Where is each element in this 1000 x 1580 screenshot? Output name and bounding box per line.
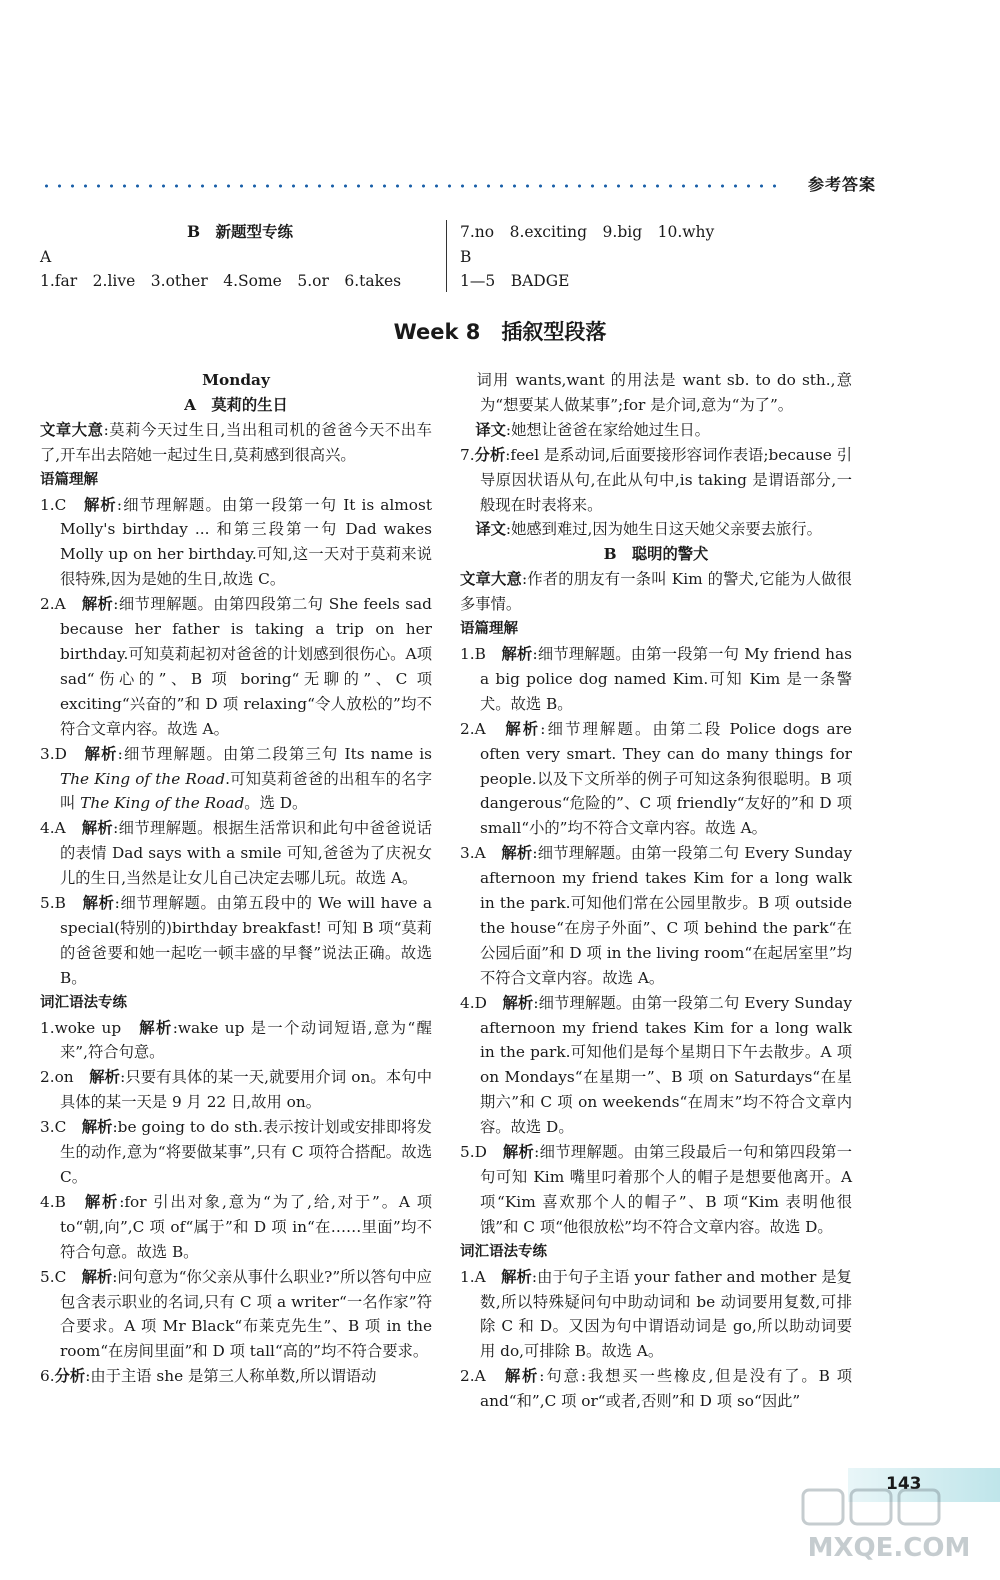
left-paragraph: 6.分析:由于主语 she 是第三人称单数,所以谓语动 xyxy=(40,1367,377,1386)
page-number: 143 xyxy=(886,1474,922,1494)
left-paragraph: 5.B 解析:细节理解题。由第五段中的 We will have a special(特别的)birthday breakfast! 可知 B 项“莫莉的爸爸要和她一起吃一顿丰盛的早餐”说法正确。故选 B。 xyxy=(40,894,433,987)
a-label: A xyxy=(40,247,52,266)
new-question-type-section xyxy=(40,220,440,294)
left-paragraph: 5.C 解析:问句意为“你父亲从事什么职业?”所以答句中应包含表示职业的名词,只有 C 项 a writer“一名作家”符合要求。A 项 Mr Black“布莱克先生”、B 项 in the room“在房间里面”和 D 项 tall“高的”均不符合要求。 xyxy=(40,1267,432,1361)
right-column xyxy=(460,368,852,1414)
left-paragraph: 4.A 解析:细节理解题。根据生活常识和此句中爸爸说话的表情 Dad says with a smile 可知,爸爸为了庆祝女儿的生日,当然是让女儿自己决定去哪儿玩。故选 A。 xyxy=(40,819,432,888)
left-paragraph: 文章大意:莫莉今天过生日,当出租司机的爸爸今天不出车了,开车出去陪她一起过生日,莫莉感到很高兴。 xyxy=(40,420,432,464)
left-column xyxy=(40,368,432,1389)
right-paragraph: 3.A 解析:细节理解题。由第一段第二句 Every Sunday afternoon my friend takes Kim for a long walk in the park.可知他们常在公园里散步。B 项 outside the house“在房子外面”、C 项 behind the park“在公园后面”和 D 项 in the living room“在起居室里”均不符合文章内容。故选 A。 xyxy=(460,844,852,987)
header-dotted-rule xyxy=(40,184,780,188)
right-paragraph: 4.D 解析:细节理解题。由第一段第二句 Every Sunday afternoon my friend takes Kim for a long walk in the park.可知他们是每个星期日下午去散步。A 项 on Mondays“在星期一”、B 项 on Saturdays“在星期六”和 C 项 on weekends“在周末”均不符合文章内容。故选 D。 xyxy=(460,993,852,1137)
left-paragraph: 词汇语法专练 xyxy=(40,994,127,1011)
right-paragraph: 1.A 解析:由于句子主语 your father and mother 是复数,所以特殊疑问句中助动词和 be 动词要用复数,可排除 C 和 D。又因为句中谓语动词是 go,所以助动词要用 do,可排除 B。故选 A。 xyxy=(460,1267,852,1361)
column-divider xyxy=(446,220,447,292)
right-paragraph: B 聪明的警犬 xyxy=(603,545,709,564)
new-question-type-continued xyxy=(460,220,780,294)
answers-7-10: 7.no 8.exciting 9.big 10.why xyxy=(460,223,715,241)
svg-text:MXQE.COM: MXQE.COM xyxy=(807,1533,971,1563)
right-paragraph: 词用 wants,want 的用法是 want sb. to do sth.,意为“想要某人做某事”;for 是介词,意为“为了”。 xyxy=(460,371,852,414)
left-paragraph: 3.D 解析:细节理解题。由第二段第三句 Its name is The King of the Road.可知莫莉爸爸的出租车的名字叫 The King of the Road。选 D。 xyxy=(40,744,432,813)
right-paragraph: 译文:她想让爸爸在家给她过生日。 xyxy=(475,420,710,439)
left-paragraph: 1.woke up 解析:wake up 是一个动词短语,意为“醒来”,符合句意。 xyxy=(40,1018,432,1062)
a-answers: 1.far 2.live 3.other 4.Some 5.or 6.takes xyxy=(40,272,402,290)
left-paragraph: 4.B 解析:for 引出对象,意为“为了,给,对于”。A 项 to“朝,向”,C 项 of“属于”和 D 项 in“在……里面”均不符合句意。故选 B。 xyxy=(40,1192,432,1261)
left-paragraph: 3.C 解析:be going to do sth.表示按计划或安排即将发生的动作,意为“将要做某事”,只有 C 项符合搭配。故选 C。 xyxy=(40,1118,432,1186)
right-paragraph: 7.分析:feel 是系动词,后面要接形容词作表语;because 引导原因状语从句,在此从句中,is taking 是谓语部分,一般现在时表将来。 xyxy=(460,445,852,514)
right-paragraph: 文章大意:作者的朋友有一条叫 Kim 的警犬,它能为人做很多事情。 xyxy=(460,570,852,614)
right-paragraph: 2.A 解析:细节理解题。由第二段 Police dogs are often very smart. They can do many things for people.以及下文所举的例子可知这条狗很聪明。B 项 dangerous“危险的”、C 项 friendly“友好的”和 D 项 small“小的”均不符合文章内容。故选 A。 xyxy=(460,719,852,838)
section-b-heading: B 新题型专练 xyxy=(186,222,294,241)
b-answers: 1—5 BADGE xyxy=(460,272,570,290)
week-title: Week 8 插叙型段落 xyxy=(393,320,607,344)
left-paragraph: 2.A 解析:细节理解题。由第四段第二句 She feels sad because her father is taking a trip on her birthday.可知莫莉起初对爸爸的计划感到很伤心。A项 sad“伤心的”、B 项 boring“无聊的”、C 项exciting“兴奋的”和 D 项 relaxing“令人放松的”均不符合文章内容。故选 A。 xyxy=(40,595,432,738)
left-paragraph: 语篇理解 xyxy=(40,471,98,488)
right-paragraph: 词汇语法专练 xyxy=(460,1243,547,1260)
watermark-logo xyxy=(797,1486,982,1566)
right-paragraph: 1.B 解析:细节理解题。由第一段第一句 My friend has a big police dog named Kim.可知 Kim 是一条警犬。故选 B。 xyxy=(460,644,852,713)
header-title: 参考答案 xyxy=(808,175,877,194)
left-paragraph: 2.on 解析:只要有具体的某一天,就要用介词 on。本句中具体的某一天是 9 月 22 日,故用 on。 xyxy=(40,1068,433,1112)
right-paragraph: 5.D 解析:细节理解题。由第三段最后一句和第四段第一句可知 Kim 嘴里叼着那个人的帽子是想要他离开。A 项“Kim 喜欢那个人的帽子”、B 项“Kim 表明他很饿”和 C 项“他很放松”均不符合文章内容。故选 D。 xyxy=(460,1143,853,1236)
right-paragraph: 译文:她感到难过,因为她生日这天她父亲要去旅行。 xyxy=(475,520,822,539)
right-paragraph: 2.A 解析:句意:我想买一些橡皮,但是没有了。B 项 and“和”,C 项 or“或者,否则”和 D 项 so“因此” xyxy=(460,1367,852,1411)
right-paragraph: 语篇理解 xyxy=(460,621,518,638)
b-label: B xyxy=(460,247,472,266)
left-paragraph: Monday xyxy=(202,371,270,389)
left-paragraph: 1.C 解析:细节理解题。由第一段第一句 It is almost Molly's birthday ... 和第三段第一句 Dad wakes Molly up on her birthday.可知,这一天对于莫莉来说很特殊,因为是她的生日,故选 C。 xyxy=(40,495,432,589)
left-paragraph: A 莫莉的生日 xyxy=(184,395,288,414)
